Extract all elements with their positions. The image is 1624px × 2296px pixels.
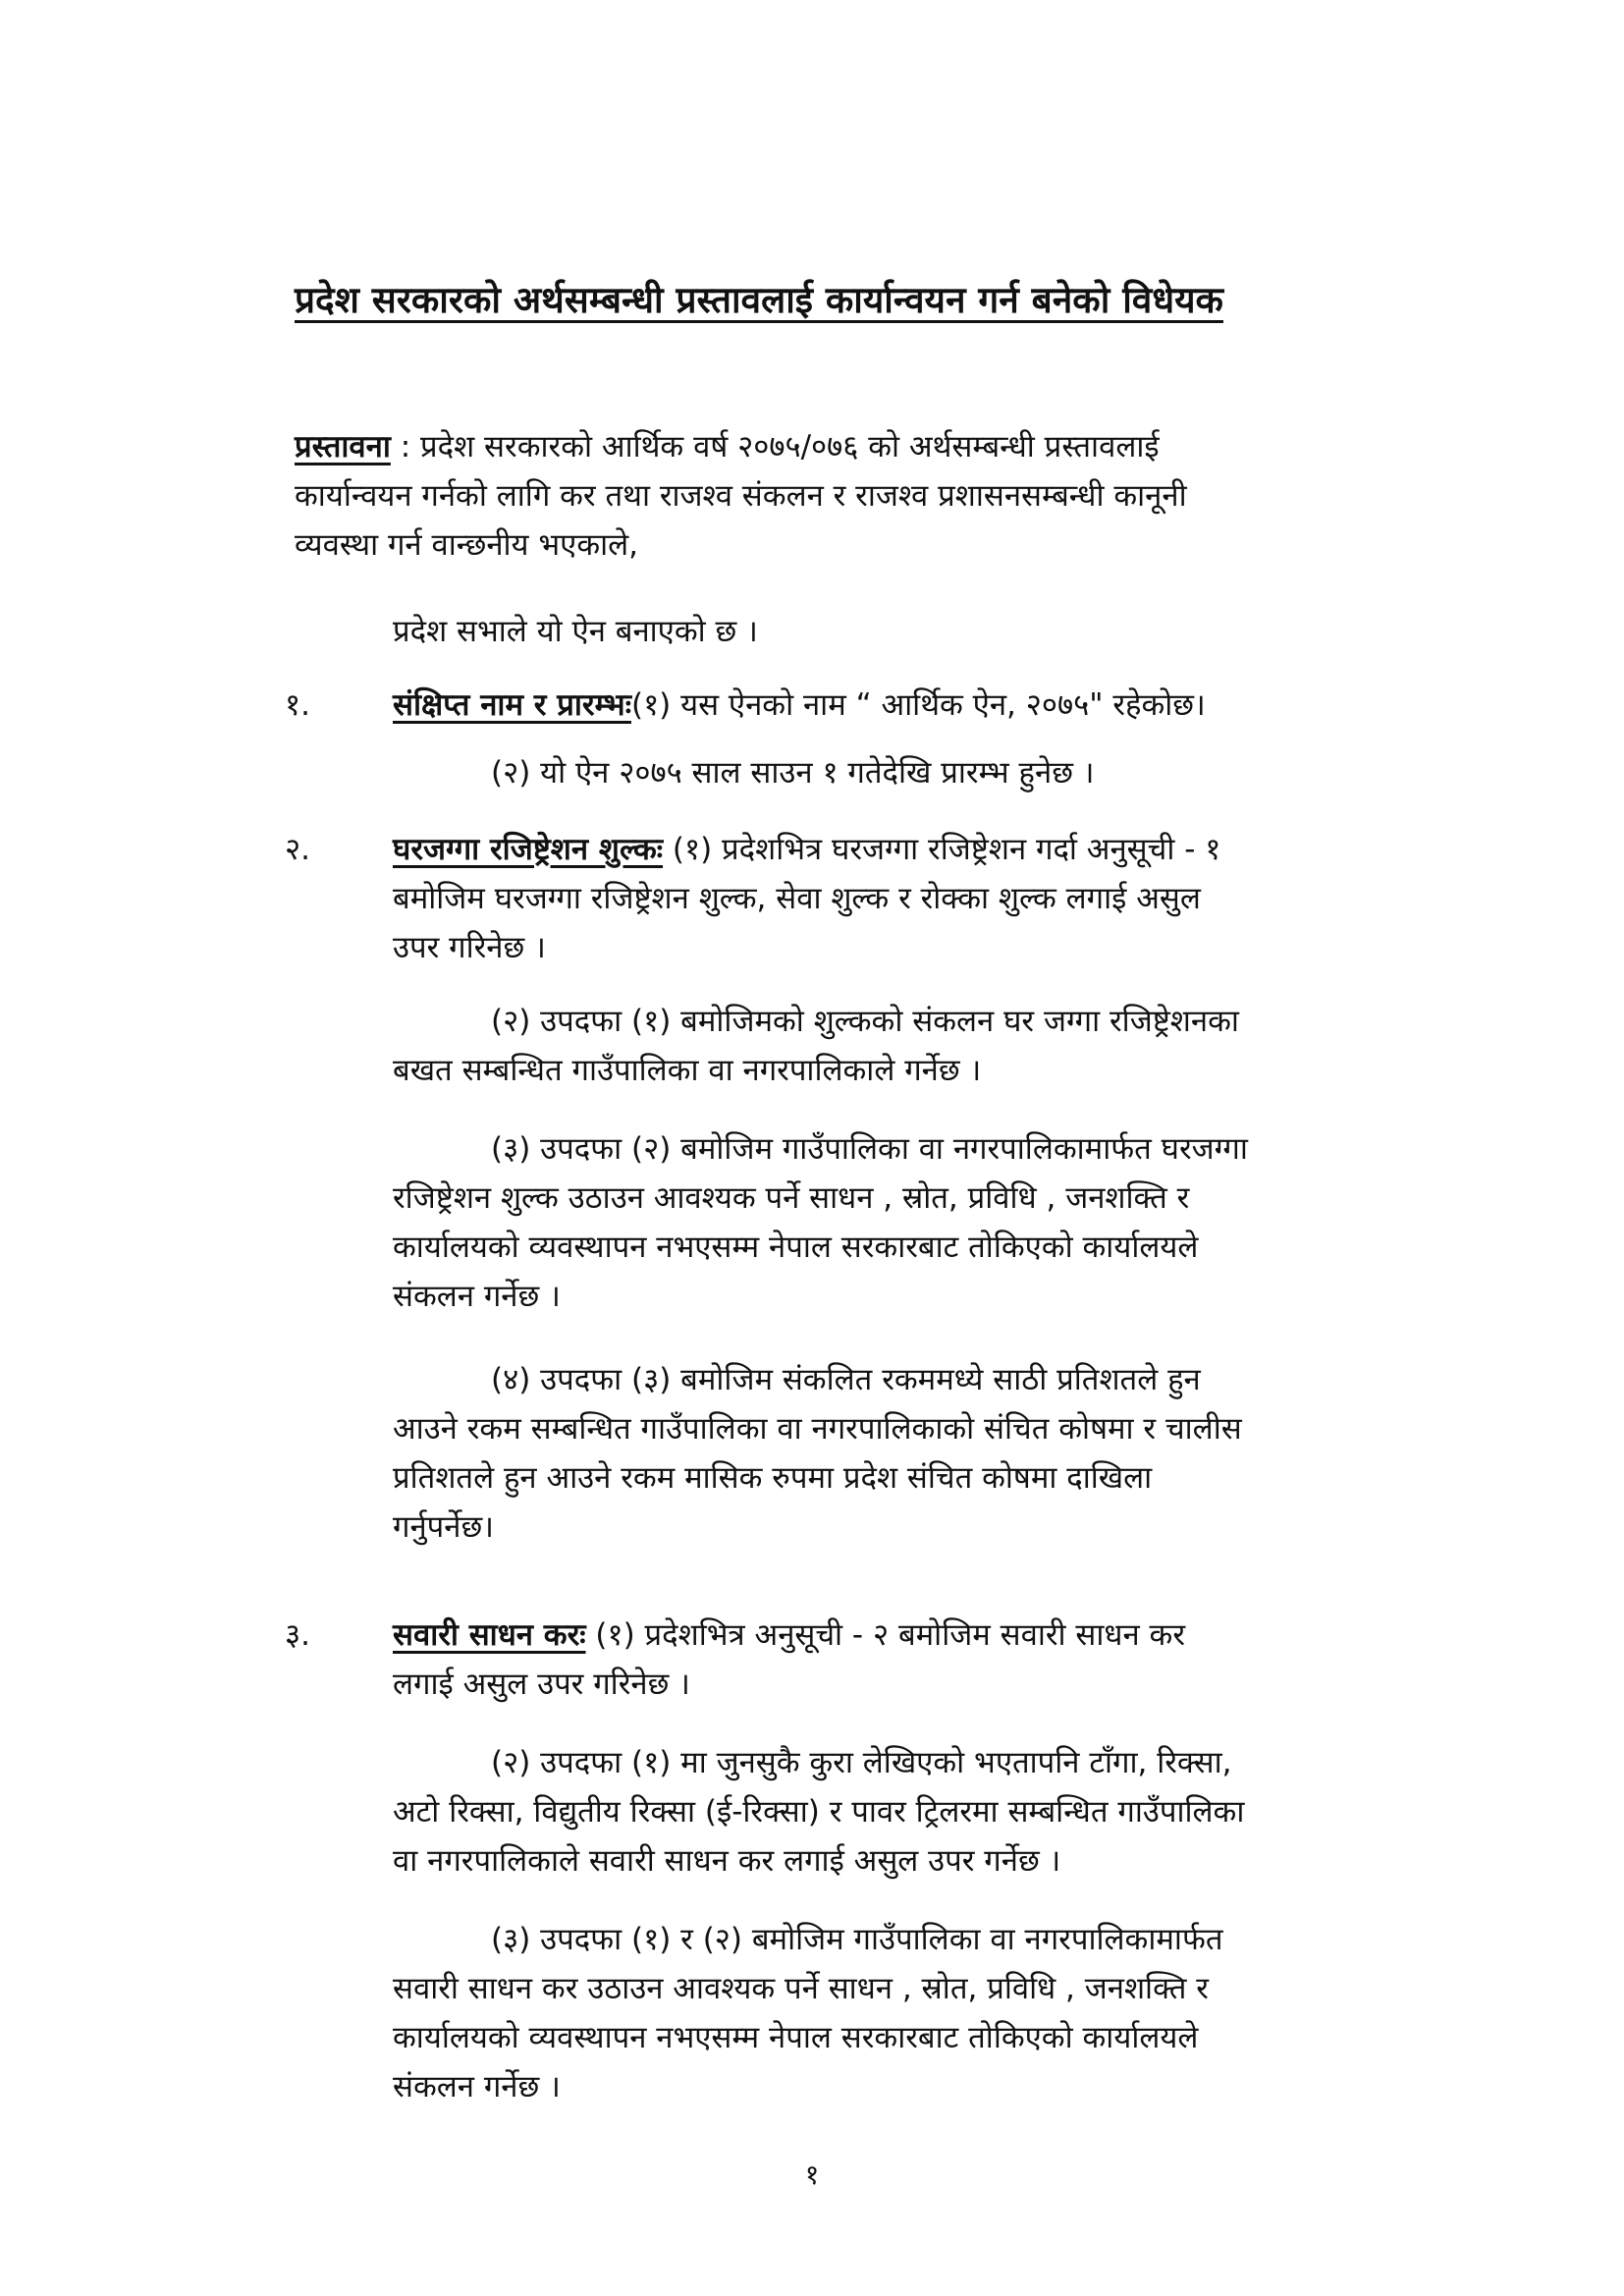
subsection-line: (३) उपदफा (२) बमोजिम गाउँपालिका वा नगरपालिकामार्फत घरजग्गा	[491, 1131, 1248, 1167]
subsection-line: आउने रकम सम्बन्धित गाउँपालिका वा नगरपालिकाको संचित कोषमा र चालीस	[393, 1411, 1242, 1447]
preamble-line: व्यवस्था गर्न वान्छनीय भएकाले,	[295, 527, 639, 563]
section-heading: सवारी साधन करः	[393, 1617, 586, 1653]
section-lead: (१) यस ऐनको नाम “ आर्थिक ऐन, २०७५" रहेकोछ।	[630, 687, 1206, 723]
section-lead-line: लगाई असुल उपर गरिनेछ ।	[393, 1667, 690, 1702]
subsection-line: (३) उपदफा (१) र (२) बमोजिम गाउँपालिका वा नगरपालिकामार्फत	[491, 1922, 1223, 1957]
subsection-line: कार्यालयको व्यवस्थापन नभएसम्म नेपाल सरकारबाट तोकिएको कार्यालयले	[393, 1230, 1199, 1265]
section-lead: (१) प्रदेशभित्र अनुसूची - २ बमोजिम सवारी साधन कर	[585, 1617, 1186, 1653]
subsection-line: (२) यो ऐन २०७५ साल साउन १ गतेदेखि प्रारम्भ हुनेछ ।	[491, 755, 1095, 791]
subsection	[491, 748, 1095, 797]
subsection-line: वा नगरपालिकाले सवारी साधन कर लगाई असुल उपर गर्नेछ ।	[393, 1843, 1061, 1879]
subsection-line: प्रतिशतले हुन आउने रकम मासिक रुपमा प्रदेश संचित कोषमा दाखिला	[393, 1460, 1153, 1496]
subsection	[393, 1915, 1443, 2111]
subsection	[393, 1355, 1443, 1552]
section-heading: घरजग्गा रजिष्ट्रेशन शुल्कः	[393, 832, 664, 867]
subsection-line: (२) उपदफा (१) मा जुनसुकै कुरा लेखिएको भएतापनि टाँगा, रिक्सा,	[491, 1745, 1232, 1780]
preamble-heading: प्रस्तावना	[295, 429, 391, 465]
subsection-line: रजिष्ट्रेशन शुल्क उठाउन आवश्यक पर्ने साधन , स्रोत, प्रविधि , जनशक्ति र	[393, 1180, 1190, 1216]
section-number: १.	[285, 687, 310, 723]
subsection-line: बखत सम्बन्धित गाउँपालिका वा नगरपालिकाले गर्नेछ ।	[393, 1053, 982, 1088]
section-3	[393, 1611, 1443, 1709]
section-lead-line: बमोजिम घरजग्गा रजिष्ट्रेशन शुल्क, सेवा शुल्क र रोक्का शुल्क लगाई असुल	[393, 881, 1201, 916]
section-number: ३.	[285, 1617, 310, 1653]
section-lead-line: उपर गरिनेछ ।	[393, 930, 546, 965]
subsection-line: (२) उपदफा (१) बमोजिमको शुल्कको संकलन घर जग्गा रजिष्ट्रेशनका	[491, 1004, 1239, 1039]
subsection	[393, 997, 1443, 1095]
subsection-line: अटो रिक्सा, विद्युतीय रिक्सा (ई-रिक्सा) र पावर ट्रिलरमा सम्बन्धित गाउँपालिका	[393, 1794, 1245, 1830]
section-lead: (१) प्रदेशभित्र घरजग्गा रजिष्ट्रेशन गर्दा अनुसूची - १	[663, 832, 1221, 867]
subsection	[393, 1124, 1443, 1321]
preamble	[295, 422, 1443, 570]
enactment-clause: प्रदेश सभाले यो ऐन बनाएको छ ।	[393, 614, 758, 649]
subsection-line: गर्नुपर्नेछ।	[393, 1509, 494, 1545]
subsection-line: संकलन गर्नेछ ।	[393, 2069, 561, 2105]
subsection-line: संकलन गर्नेछ ।	[393, 1279, 561, 1314]
section-heading: संक्षिप्त नाम र प्रारम्भः	[393, 687, 631, 723]
subsection	[393, 1738, 1443, 1886]
section-2	[393, 825, 1443, 972]
subsection-line: (४) उपदफा (३) बमोजिम संकलित रकममध्ये साठी प्रतिशतले हुन	[491, 1362, 1201, 1397]
subsection-line: सवारी साधन कर उठाउन आवश्यक पर्ने साधन , स्रोत, प्रविधि , जनशक्ति र	[393, 1971, 1209, 2006]
preamble-line: कार्यान्वयन गर्नको लागि कर तथा राजश्व संकलन र राजश्व प्रशासनसम्बन्धी कानूनी	[295, 478, 1187, 514]
subsection-line: कार्यालयको व्यवस्थापन नभएसम्म नेपाल सरकारबाट तोकिएको कार्यालयले	[393, 2020, 1199, 2055]
document-title: प्रदेश सरकारको अर्थसम्बन्धी प्रस्तावलाई कार्यान्वयन गर्न बनेको विधेयक	[295, 279, 1223, 321]
section-1	[393, 681, 1443, 730]
page-number: १	[804, 2159, 820, 2191]
preamble-line: : प्रदेश सरकारको आर्थिक वर्ष २०७५/०७६ को अर्थसम्बन्धी प्रस्तावलाई	[390, 429, 1160, 465]
section-number: २.	[285, 832, 310, 867]
